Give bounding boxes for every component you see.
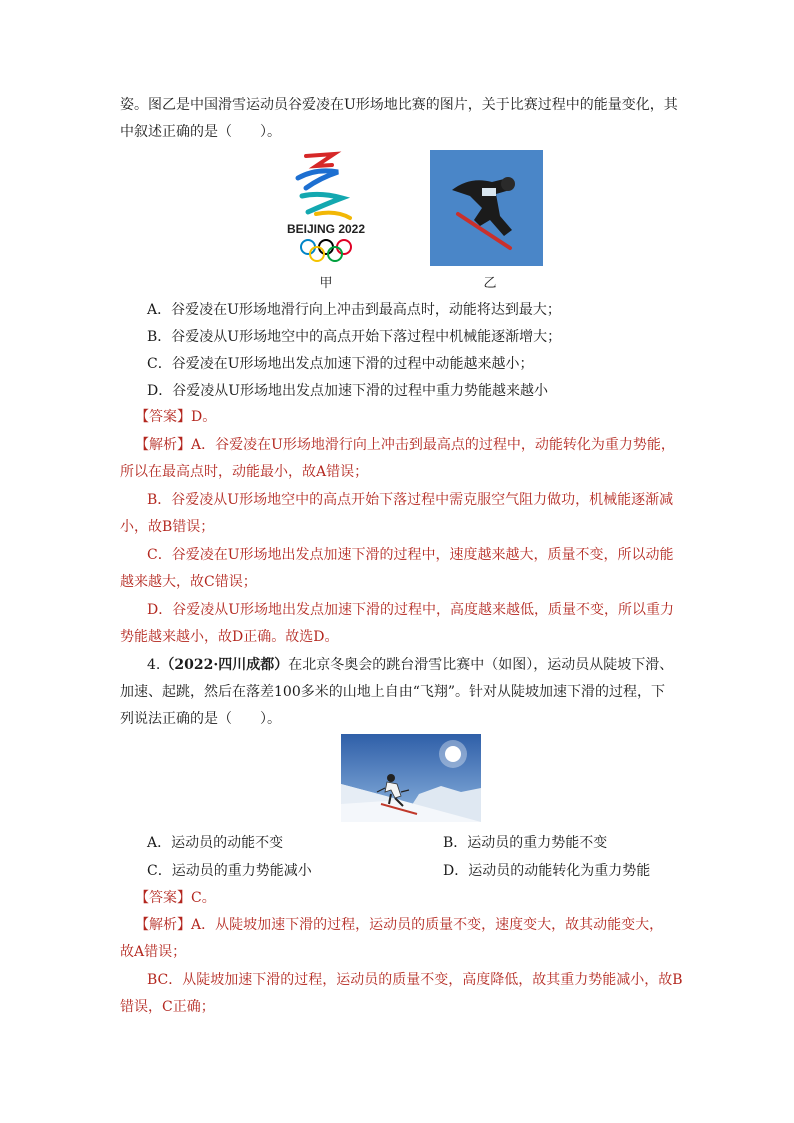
q4-stem-line-1 [147,655,707,675]
figure-jia-caption: 甲 [319,276,333,291]
q3-analysis-line-3: B．谷爱凌从U形场地空中的高点开始下落过程中需克服空气阻力做功，机械能逐渐减 [147,492,674,508]
q3-option-a: A．谷爱凌在U形场地滑行向上冲击到最高点时，动能将达到最大； [147,302,561,318]
q3-analysis-line-4: 小，故B错误； [120,519,215,535]
q4-option-d: D．运动员的动能转化为重力势能 [443,863,651,879]
q3-analysis-line-8: 势能越来越小，故D正确。故选D。 [120,629,339,645]
q3-answer-tag: 【答案】 [135,409,191,425]
q4-analysis-line-3: BC．从陡坡加速下滑的过程，运动员的质量不变，高度降低，故其重力势能减小，故B [147,972,683,988]
svg-text:BEIJING 2022: BEIJING 2022 [286,222,366,236]
q4-answer [135,888,695,908]
q3-answer-value: D。 [191,409,217,425]
q3-analysis-line-7: D．谷爱凌从U形场地出发点加速下滑的过程中，高度越来越低，质量不变，所以重力 [147,602,675,618]
q4-analysis-line-1 [135,915,695,935]
q4-stem-line-3: 列说法正确的是（ ）。 [120,711,281,727]
q4-option-c: C．运动员的重力势能减小 [147,863,312,879]
q3-analysis-tag: 【解析】 [135,437,191,453]
q3-stem-line-2: 中叙述正确的是（ ）。 [120,124,281,140]
q4-analysis-tag: 【解析】 [135,917,191,933]
q3-analysis-line-5: C．谷爱凌在U形场地出发点加速下滑的过程中，速度越来越大，质量不变，所以动能 [147,547,674,563]
figure-yi-caption: 乙 [483,276,497,291]
q3-option-d: D．谷爱凌从U形场地出发点加速下滑的过程中重力势能越来越小 [147,383,549,399]
snowboarder-photo [430,150,543,266]
q4-number: 4. [147,657,161,673]
q4-answer-value: C。 [191,890,216,906]
q3-answer [135,407,695,427]
q4-source: （2022·四川成都） [160,657,289,673]
q4-answer-tag: 【答案】 [135,890,191,906]
q3-analysis-text-1: A．谷爱凌在U形场地滑行向上冲击到最高点的过程中，动能转化为重力势能， [191,437,675,453]
q3-option-c: C．谷爱凌在U形场地出发点加速下滑的过程中动能越来越小； [147,356,534,372]
q4-option-b: B．运动员的重力势能不变 [443,835,608,851]
q3-analysis-line-6: 越来越大，故C错误； [120,574,257,590]
q4-stem-line-2: 加速、起跳，然后在落差100多米的山地上自由“飞翔”。针对从陡坡加速下滑的过程，下 [120,684,666,700]
q4-analysis-text-1: A．从陡坡加速下滑的过程，运动员的质量不变，速度变大，故其动能变大， [191,917,664,933]
ski-jumper-photo [341,734,481,822]
q4-stem-text: 在北京冬奥会的跳台滑雪比赛中（如图），运动员从陡坡下滑、 [288,657,674,673]
q3-analysis-line-2: 所以在最高点时，动能最小，故A错误； [120,464,369,480]
q4-analysis-line-2: 故A错误； [120,944,187,960]
q4-analysis-line-4: 错误，C正确； [120,999,215,1015]
beijing-2022-logo-image [276,148,376,266]
q3-option-b: B．谷爱凌从U形场地空中的高点开始下落过程中机械能逐渐增大； [147,329,562,345]
q4-option-a: A．运动员的动能不变 [147,835,284,851]
q3-analysis-line-1 [135,435,695,455]
q3-stem-line-1: 姿。图乙是中国滑雪运动员谷爱凌在U形场地比赛的图片，关于比赛过程中的能量变化，其 [120,97,678,113]
